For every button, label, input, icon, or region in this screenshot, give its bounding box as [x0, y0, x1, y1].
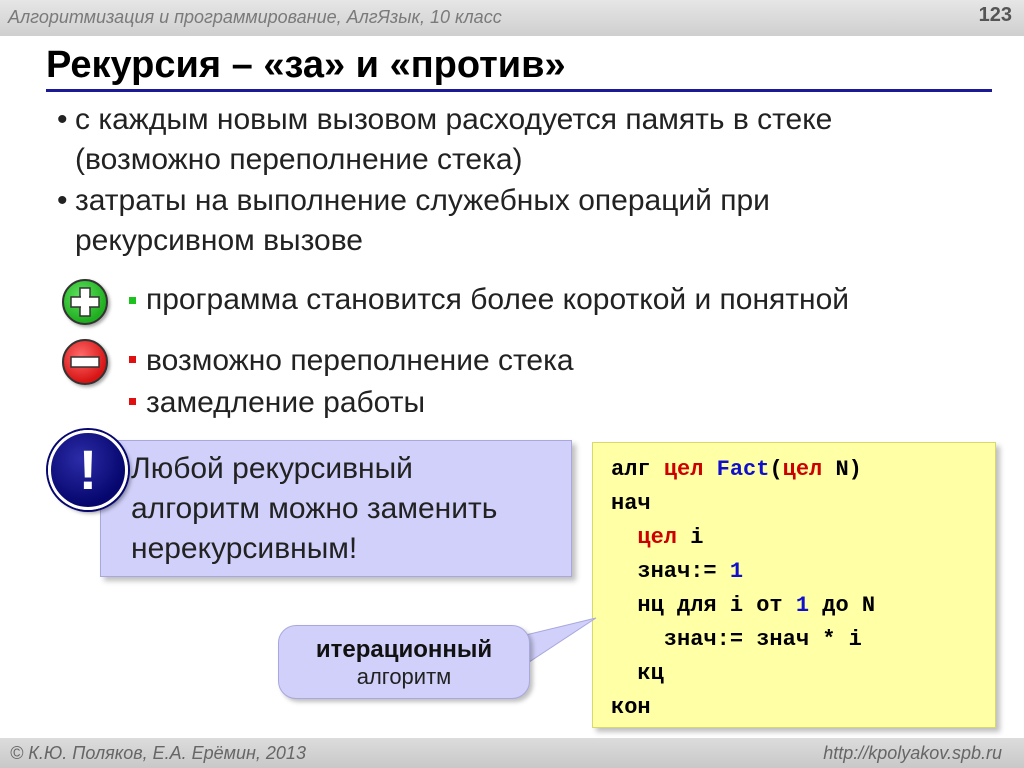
code-block [592, 442, 996, 728]
footer-authors: © К.Ю. Поляков, Е.А. Ерёмин, 2013 [10, 743, 306, 763]
bullet-item [57, 181, 770, 261]
code-line: знач:= 1 [611, 559, 744, 584]
code-line: алг цел Fact(цел N) [611, 457, 862, 482]
course-title: Алгоритмизация и программирование, АлгЯзык, 10 класс [8, 7, 502, 27]
bullet-dot: • [57, 103, 68, 136]
code-line: нц для i от 1 до N [611, 593, 876, 618]
note-line: алгоритм можно заменить [131, 492, 498, 525]
callout-bubble [278, 625, 530, 699]
callout-subtitle: алгоритм [356, 664, 452, 689]
con-marker [129, 398, 136, 405]
minus-icon [62, 339, 108, 385]
page-number: 123 [978, 4, 1012, 26]
con-marker [129, 356, 136, 363]
con-item: замедление работы [146, 386, 426, 419]
con-item: возможно переполнение стека [146, 344, 574, 377]
note-line: Любой рекурсивный [131, 452, 413, 485]
footer-bar [0, 738, 1024, 768]
bullet-line: затраты на выполнение служебных операций при [75, 184, 770, 217]
header-bar [0, 0, 1024, 36]
pro-item: программа становится более короткой и понятной [146, 283, 850, 316]
bullet-line: (возможно переполнение стека) [75, 143, 523, 176]
code-line: знач:= знач * i [611, 627, 862, 652]
callout-title: итерационный [315, 636, 493, 663]
bullet-dot: • [57, 184, 68, 217]
code-line: кон [611, 695, 651, 720]
exclamation-glyph: ! [78, 438, 98, 501]
code-line: кц [611, 661, 664, 686]
title-underline [46, 89, 992, 92]
pro-marker [129, 297, 136, 304]
note-box [100, 440, 572, 577]
exclamation-icon [48, 430, 128, 510]
bullet-line: с каждым новым вызовом расходуется память в стеке [75, 103, 833, 136]
footer-url[interactable]: http://kpolyakov.spb.ru [823, 743, 1002, 763]
bullet-item [57, 100, 833, 180]
slide-title: Рекурсия – «за» и «против» [46, 44, 566, 86]
bullet-line: рекурсивном вызове [75, 224, 363, 257]
note-line: нерекурсивным! [131, 532, 358, 565]
plus-icon [62, 279, 108, 325]
code-line: нач [611, 491, 651, 516]
code-line: цел i [637, 525, 704, 550]
